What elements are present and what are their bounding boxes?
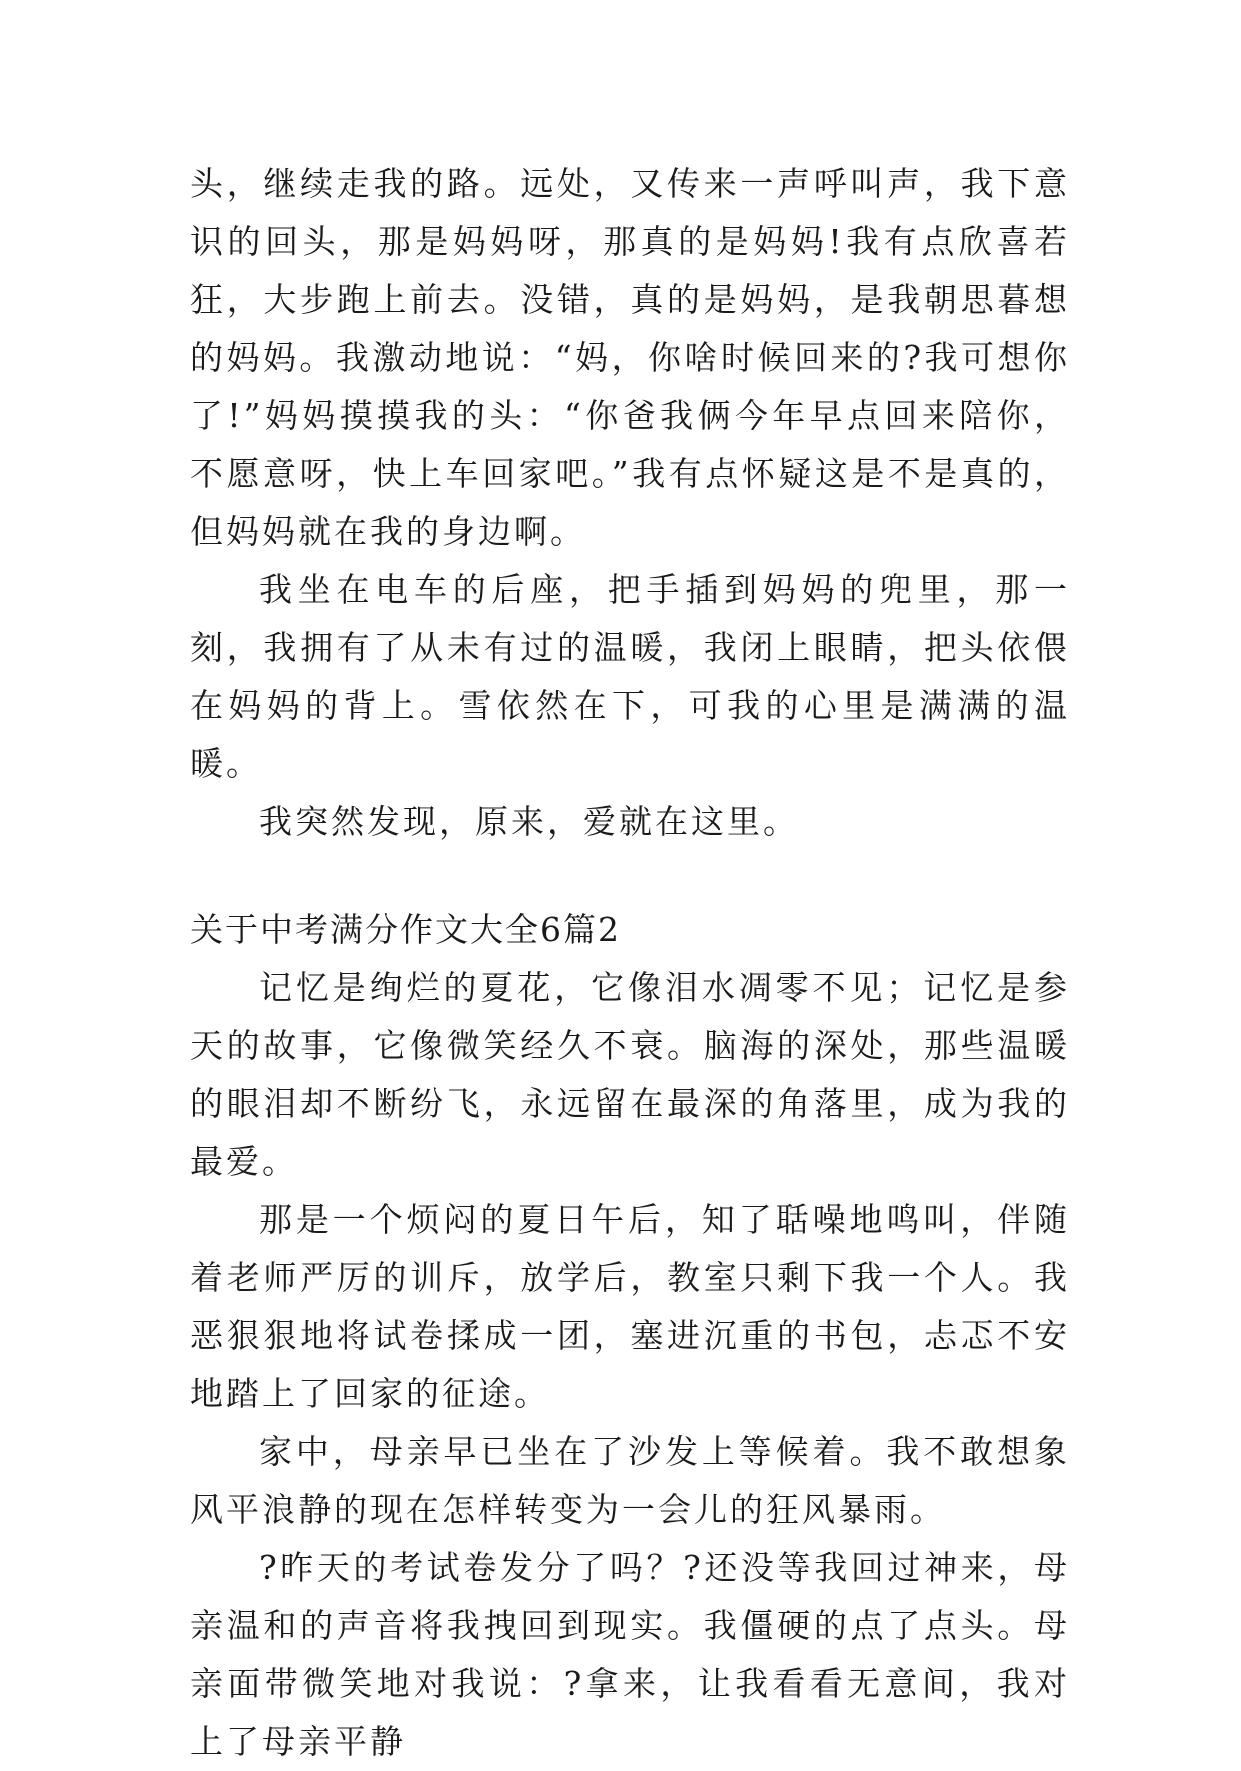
paragraph: ?昨天的考试卷发分了吗？?还没等我回过神来，母亲温和的声音将我拽回到现实。我僵硬的点了点头。母亲面带微笑地对我说：?拿来，让我看看无意间，我对上了母亲平静 bbox=[190, 1548, 1070, 1761]
paragraph: 记忆是绚烂的夏花，它像泪水凋零不见；记忆是参天的故事，它像微笑经久不衰。脑海的深处，那些温暖的眼泪却不断纷飞，永远留在最深的角落里，成为我的最爱。 bbox=[190, 968, 1070, 1181]
paragraph: 我坐在电车的后座，把手插到妈妈的兜里，那一刻，我拥有了从未有过的温暖，我闭上眼睛，把头依偎在妈妈的背上。雪依然在下，可我的心里是满满的温暖。 bbox=[190, 570, 1070, 783]
document-body bbox=[190, 155, 1070, 1771]
paragraph: 家中，母亲早已坐在了沙发上等候着。我不敢想象风平浪静的现在怎样转变为一会儿的狂风暴雨。 bbox=[190, 1432, 1070, 1529]
section-heading: 关于中考满分作文大全6篇2 bbox=[190, 910, 621, 949]
paragraph-continuation: 头，继续走我的路。远处，又传来一声呼叫声，我下意识的回头，那是妈妈呀，那真的是妈妈!我有点欣喜若狂，大步跑上前去。没错，真的是妈妈，是我朝思暮想的妈妈。我激动地说：“妈，你啥时候回来的?我可想你了!”妈妈摸摸我的头：“你爸我俩今年早点回来陪你，不愿意呀，快上车回家吧。”我有点怀疑这是不是真的，但妈妈就在我的身边啊。 bbox=[190, 164, 1070, 551]
paragraph: 那是一个烦闷的夏日午后，知了聒噪地鸣叫，伴随着老师严厉的训斥，放学后，教室只剩下我一个人。我恶狠狠地将试卷揉成一团，塞进沉重的书包，忐忑不安地踏上了回家的征途。 bbox=[190, 1200, 1070, 1413]
paragraph: 我突然发现，原来，爱就在这里。 bbox=[259, 802, 799, 841]
